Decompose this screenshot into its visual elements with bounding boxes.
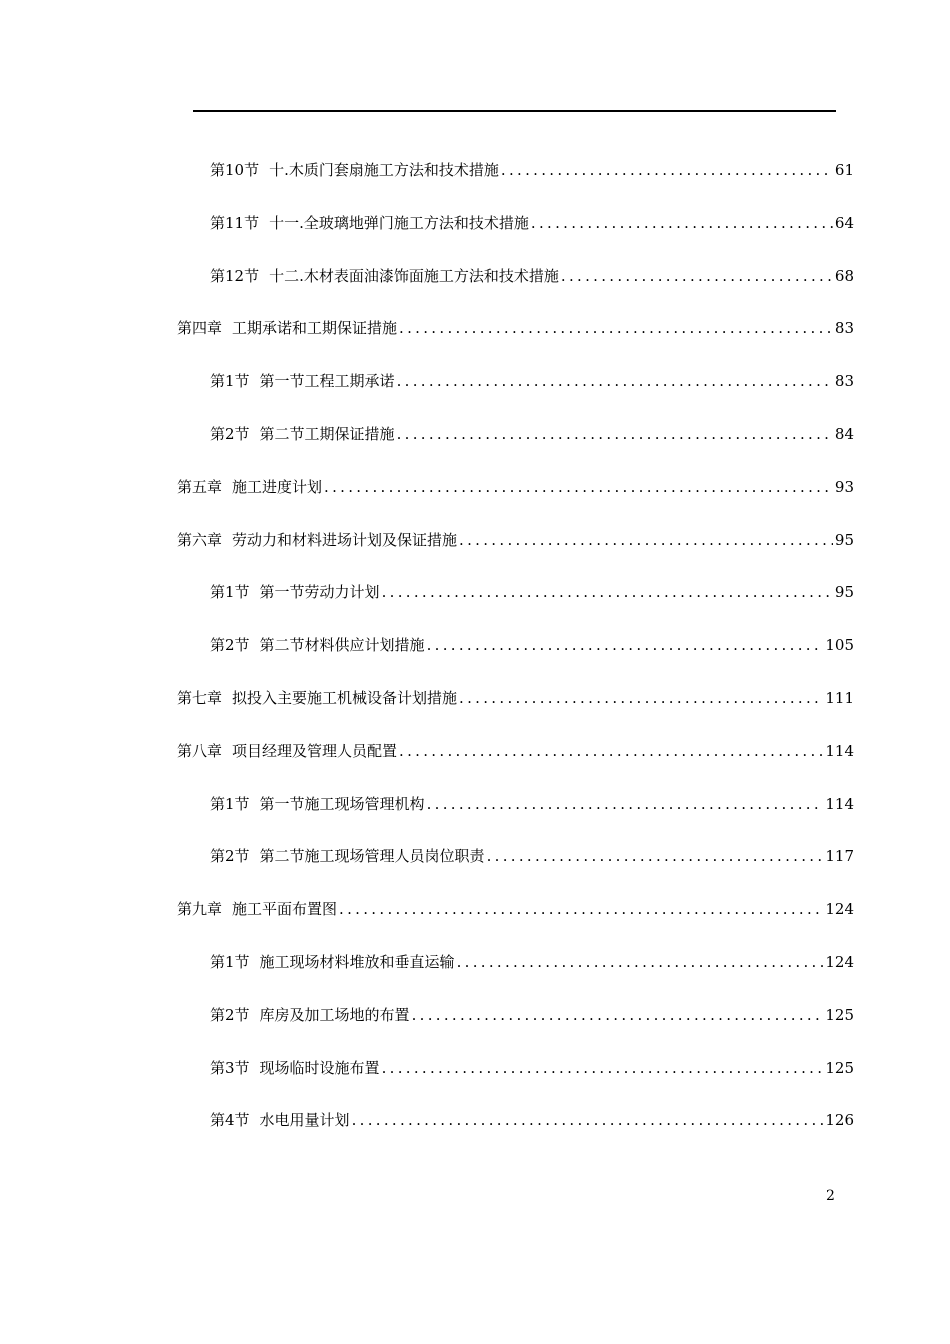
toc-dot-leader bbox=[399, 316, 833, 340]
toc-entry-title: 第二节工期保证措施 bbox=[259, 425, 395, 443]
toc-page-number: 105 bbox=[825, 636, 854, 654]
toc-page-number: 117 bbox=[825, 847, 854, 865]
toc-entry-label bbox=[177, 528, 457, 552]
toc-chapter-entry[interactable] bbox=[177, 739, 854, 763]
toc-section-entry[interactable] bbox=[210, 1003, 854, 1027]
toc-page-number: 68 bbox=[834, 267, 854, 285]
toc-entry-title: 现场临时设施布置 bbox=[259, 1059, 380, 1077]
toc-entry-title: 第二节施工现场管理人员岗位职责 bbox=[259, 847, 485, 865]
toc-section-entry[interactable] bbox=[210, 633, 854, 657]
toc-entry-number: 第2节 bbox=[210, 1006, 250, 1024]
toc-entry-number: 第八章 bbox=[177, 742, 223, 760]
toc-page-number: 114 bbox=[825, 742, 854, 760]
toc-entry-title: 施工进度计划 bbox=[232, 478, 323, 496]
toc-entry-number: 第2节 bbox=[210, 847, 250, 865]
toc-section-entry[interactable] bbox=[210, 158, 854, 182]
toc-entry-number: 第1节 bbox=[210, 953, 250, 971]
toc-page-number: 125 bbox=[825, 1006, 854, 1024]
toc-entry-title: 拟投入主要施工机械设备计划措施 bbox=[232, 689, 458, 707]
toc-page-number: 126 bbox=[825, 1111, 854, 1129]
toc-entry-label bbox=[177, 897, 337, 921]
toc-page-number: 124 bbox=[825, 953, 854, 971]
toc-chapter-entry[interactable] bbox=[177, 316, 854, 340]
toc-chapter-entry[interactable] bbox=[177, 686, 854, 710]
toc-section-entry[interactable] bbox=[210, 422, 854, 446]
toc-entry-label bbox=[177, 316, 397, 340]
toc-entry-label bbox=[210, 950, 455, 974]
toc-section-entry[interactable] bbox=[210, 580, 854, 604]
toc-section-entry[interactable] bbox=[210, 264, 854, 288]
toc-entry-title: 劳动力和材料进场计划及保证措施 bbox=[232, 531, 458, 549]
toc-dot-leader bbox=[382, 580, 833, 604]
toc-entry-title: 第二节材料供应计划措施 bbox=[259, 636, 425, 654]
toc-entry-number: 第4节 bbox=[210, 1111, 250, 1129]
toc-page-number: 125 bbox=[825, 1059, 854, 1077]
toc-entry-number: 第12节 bbox=[210, 267, 260, 285]
toc-page-number: 114 bbox=[825, 795, 854, 813]
toc-entry-title: 第一节工程工期承诺 bbox=[259, 372, 395, 390]
toc-entry-label bbox=[210, 1108, 350, 1132]
toc-section-entry[interactable] bbox=[210, 1056, 854, 1080]
toc-page-number: 83 bbox=[834, 319, 854, 337]
toc-entry-number: 第1节 bbox=[210, 583, 250, 601]
toc-entry-number: 第3节 bbox=[210, 1059, 250, 1077]
toc-dot-leader bbox=[339, 897, 823, 921]
toc-page-number: 95 bbox=[834, 531, 854, 549]
toc-entry-number: 第1节 bbox=[210, 795, 250, 813]
toc-dot-leader bbox=[459, 528, 833, 552]
toc-entry-title: 十一.全玻璃地弹门施工方法和技术措施 bbox=[269, 214, 529, 232]
header-rule bbox=[193, 110, 836, 112]
toc-page-number: 64 bbox=[834, 214, 854, 232]
toc-dot-leader bbox=[427, 633, 824, 657]
toc-entry-title: 第一节施工现场管理机构 bbox=[259, 795, 425, 813]
toc-entry-label bbox=[210, 792, 425, 816]
toc-entry-title: 库房及加工场地的布置 bbox=[259, 1006, 410, 1024]
toc-chapter-entry[interactable] bbox=[177, 475, 854, 499]
toc-section-entry[interactable] bbox=[210, 792, 854, 816]
toc-entry-label bbox=[210, 211, 529, 235]
toc-entry-title: 第一节劳动力计划 bbox=[259, 583, 380, 601]
toc-dot-leader bbox=[561, 264, 833, 288]
toc-entry-title: 项目经理及管理人员配置 bbox=[232, 742, 398, 760]
toc-dot-leader bbox=[459, 686, 823, 710]
toc-entry-title: 施工平面布置图 bbox=[232, 900, 338, 918]
toc-entry-number: 第1节 bbox=[210, 372, 250, 390]
toc-section-entry[interactable] bbox=[210, 950, 854, 974]
toc-entry-label bbox=[177, 686, 457, 710]
toc-entry-number: 第九章 bbox=[177, 900, 223, 918]
toc-entry-number: 第2节 bbox=[210, 636, 250, 654]
toc-section-entry[interactable] bbox=[210, 369, 854, 393]
toc-entry-label bbox=[210, 1003, 410, 1027]
toc-entry-title: 水电用量计划 bbox=[259, 1111, 350, 1129]
toc-page-number: 111 bbox=[825, 689, 854, 707]
toc-entry-label bbox=[210, 580, 380, 604]
toc-dot-leader bbox=[457, 950, 824, 974]
toc-section-entry[interactable] bbox=[210, 211, 854, 235]
toc-page-number: 84 bbox=[834, 425, 854, 443]
toc-dot-leader bbox=[501, 158, 833, 182]
toc-entry-number: 第五章 bbox=[177, 478, 223, 496]
footer-page-number: 2 bbox=[826, 1188, 835, 1204]
toc-entry-label bbox=[210, 1056, 380, 1080]
toc-entry-number: 第七章 bbox=[177, 689, 223, 707]
toc-dot-leader bbox=[531, 211, 833, 235]
toc-entry-number: 第四章 bbox=[177, 319, 223, 337]
toc-entry-label bbox=[210, 158, 499, 182]
toc-entry-title: 工期承诺和工期保证措施 bbox=[232, 319, 398, 337]
toc-dot-leader bbox=[427, 792, 824, 816]
toc-page-number: 83 bbox=[834, 372, 854, 390]
toc-dot-leader bbox=[324, 475, 833, 499]
toc-entry-label bbox=[210, 844, 485, 868]
toc-dot-leader bbox=[412, 1003, 824, 1027]
toc-entry-label bbox=[210, 264, 559, 288]
toc-chapter-entry[interactable] bbox=[177, 528, 854, 552]
toc-dot-leader bbox=[382, 1056, 824, 1080]
toc-page-number: 95 bbox=[834, 583, 854, 601]
toc-entry-label bbox=[177, 475, 322, 499]
toc-dot-leader bbox=[352, 1108, 824, 1132]
toc-page-number: 124 bbox=[825, 900, 854, 918]
toc-section-entry[interactable] bbox=[210, 1108, 854, 1132]
toc-dot-leader bbox=[399, 739, 823, 763]
toc-chapter-entry[interactable] bbox=[177, 897, 854, 921]
toc-entry-title: 十.木质门套扇施工方法和技术措施 bbox=[269, 161, 499, 179]
toc-entry-title: 十二.木材表面油漆饰面施工方法和技术措施 bbox=[269, 267, 559, 285]
toc-entry-number: 第2节 bbox=[210, 425, 250, 443]
toc-entry-label bbox=[210, 633, 425, 657]
toc-entry-number: 第11节 bbox=[210, 214, 260, 232]
toc-entry-number: 第六章 bbox=[177, 531, 223, 549]
toc-page-number: 61 bbox=[834, 161, 854, 179]
toc-dot-leader bbox=[397, 369, 833, 393]
toc-page-number: 93 bbox=[834, 478, 854, 496]
toc-entry-label bbox=[210, 369, 395, 393]
toc-entry-label bbox=[177, 739, 397, 763]
toc-dot-leader bbox=[487, 844, 824, 868]
toc-entry-label bbox=[210, 422, 395, 446]
toc-dot-leader bbox=[397, 422, 833, 446]
toc-section-entry[interactable] bbox=[210, 844, 854, 868]
toc-entry-title: 施工现场材料堆放和垂直运输 bbox=[259, 953, 455, 971]
toc-entry-number: 第10节 bbox=[210, 161, 260, 179]
